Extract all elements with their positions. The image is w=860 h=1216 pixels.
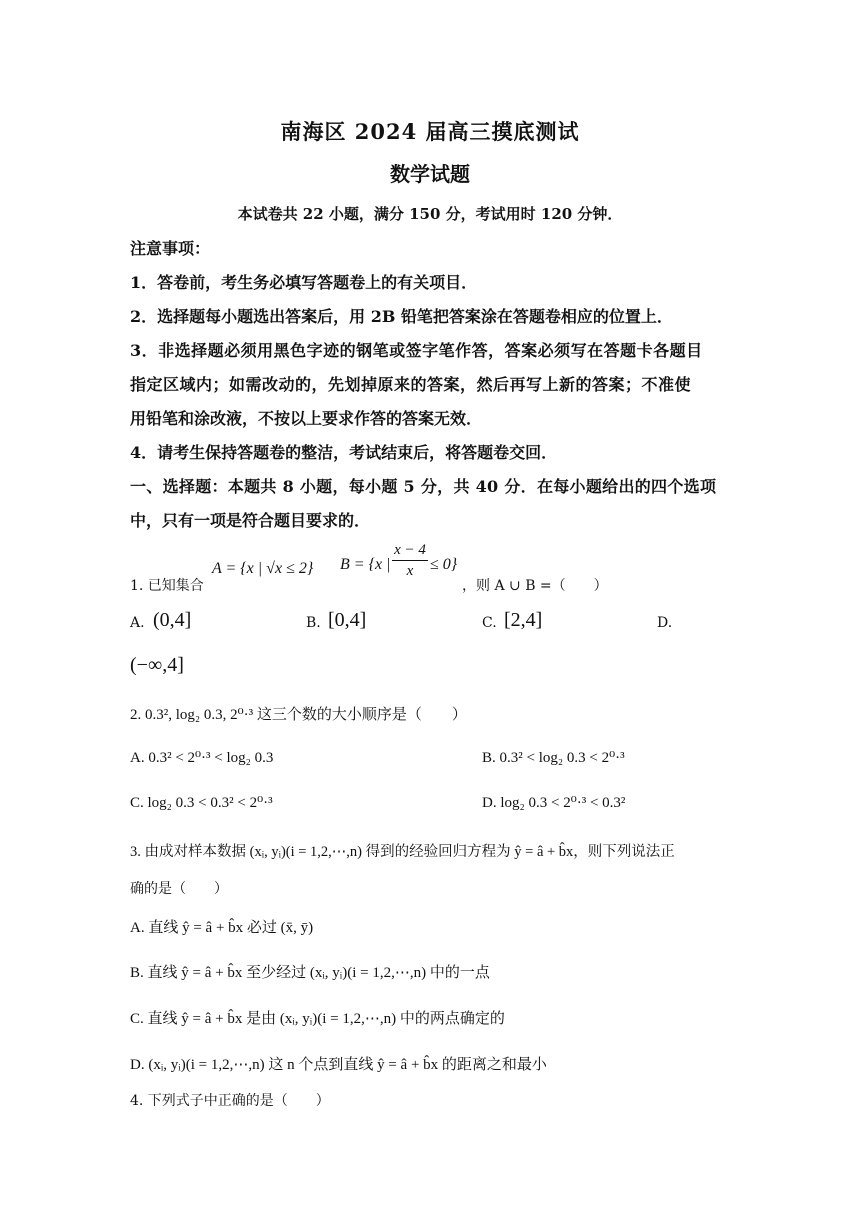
- exam-info: 本试卷共 22 小题，满分 150 分，考试用时 120 分钟．: [237, 205, 623, 223]
- q3-option-a: A. 直线 ŷ = â + b̂x 必过 (x̄, ȳ): [130, 920, 314, 936]
- q1-option-a-label: A.: [130, 615, 145, 631]
- q1-fraction-numerator: x − 4: [392, 540, 428, 561]
- q1-set-b-right: ≤ 0}: [430, 556, 458, 573]
- q2-option-c: C. log₂ 0.3 < 0.3² < 2⁰·³: [130, 795, 273, 811]
- q1-option-a-value: (0,4]: [153, 609, 192, 631]
- q3-option-c: C. 直线 ŷ = â + b̂x 是由 (xᵢ, yᵢ)(i = 1,2,⋯,n) 中的两点确定的: [130, 1011, 505, 1027]
- q1-fraction: [392, 540, 428, 581]
- note-item-1: 1．答卷前，考生务必填写答题卷上的有关项目．: [130, 273, 478, 292]
- q1-option-d-label: D.: [657, 615, 673, 631]
- q1-prefix: 1. 已知集合: [130, 578, 204, 594]
- q3-stem-line2: 确的是（ ）: [130, 881, 228, 897]
- note-item-3: 3．非选择题必须用黑色字迹的钢笔或签字笔作答，答案必须写在答题卡各题目: [130, 341, 703, 360]
- q1-option-c-value: [2,4]: [504, 609, 543, 631]
- q4-stem: 4. 下列式子中正确的是（ ）: [130, 1093, 330, 1109]
- exam-subtitle: 数学试题: [390, 162, 470, 186]
- note-item-2: 2．选择题每小题选出答案后，用 2B 铅笔把答案涂在答题卷相应的位置上．: [130, 307, 673, 326]
- q1-option-d-value: (−∞,4]: [130, 654, 184, 676]
- q2-option-b: B. 0.3² < log₂ 0.3 < 2⁰·³: [482, 750, 625, 766]
- q1-option-b-value: [0,4]: [328, 609, 367, 631]
- section-heading-line2: 中，只有一项是符合题目要求的．: [130, 511, 371, 530]
- q2-option-a: A. 0.3² < 2⁰·³ < log₂ 0.3: [130, 750, 274, 766]
- section-heading-line1: 一、选择题：本题共 8 小题，每小题 5 分，共 40 分．在每小题给出的四个选项: [130, 477, 717, 496]
- q3-stem-line1: 3. 由成对样本数据 (xᵢ, yᵢ)(i = 1,2,⋯,n) 得到的经验回归方程为 ŷ = â + b̂x，则下列说法正: [130, 844, 675, 860]
- note-item-3-cont-2: 用铅笔和涂改液，不按以上要求作答的答案无效．: [130, 409, 483, 428]
- exam-title: 南海区 2024 届高三摸底测试: [280, 119, 580, 144]
- q1-option-c-label: C.: [482, 615, 497, 631]
- q2-option-d: D. log₂ 0.3 < 2⁰·³ < 0.3²: [482, 795, 626, 811]
- q1-suffix: ，则 A ∪ B =（ ）: [462, 578, 608, 594]
- q1-set-a: A = {x | √x ≤ 2}: [212, 560, 314, 577]
- q3-option-b: B. 直线 ŷ = â + b̂x 至少经过 (xᵢ, yᵢ)(i = 1,2,⋯,n) 中的一点: [130, 965, 490, 981]
- q1-option-b-label: B.: [306, 615, 321, 631]
- q3-option-d: D. (xᵢ, yᵢ)(i = 1,2,⋯,n) 这 n 个点到直线 ŷ = â + b̂x 的距离之和最小: [130, 1057, 547, 1073]
- q1-set-b-left: B = {x |: [340, 556, 391, 573]
- q1-fraction-denominator: x: [406, 563, 414, 579]
- q2-stem: 2. 0.3², log₂ 0.3, 2⁰·³ 这三个数的大小顺序是（ ）: [130, 707, 467, 723]
- note-item-3-cont-1: 指定区域内；如需改动的，先划掉原来的答案，然后再写上新的答案；不准使: [130, 375, 692, 394]
- notes-heading: 注意事项：: [130, 239, 211, 258]
- note-item-4: 4．请考生保持答题卷的整洁，考试结束后，将答题卷交回．: [130, 443, 558, 462]
